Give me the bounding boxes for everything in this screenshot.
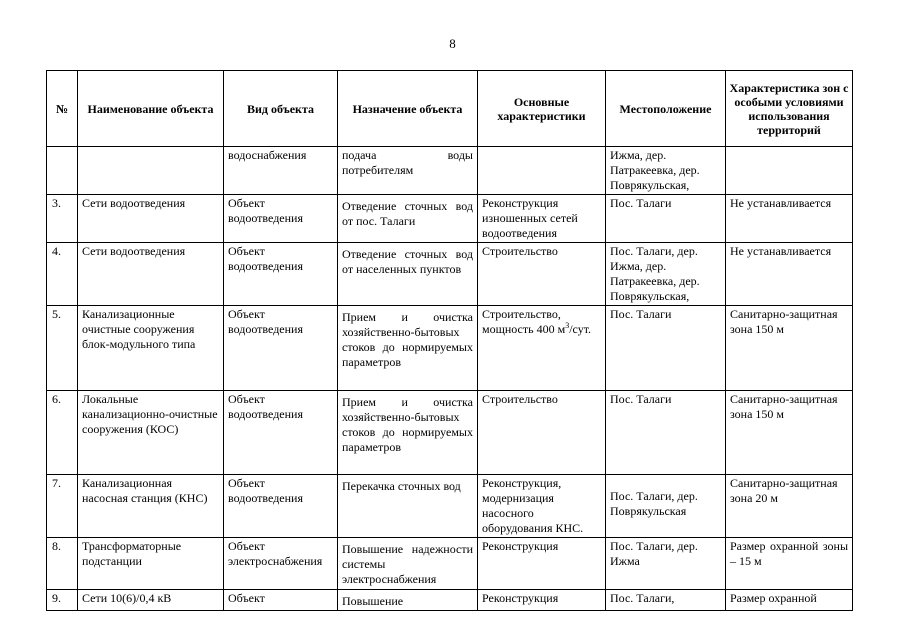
cell-zones: Санитарно-защитная зона 150 м xyxy=(726,391,853,475)
header-name: Наименование объекта xyxy=(78,71,224,147)
cell-characteristics: Реконструкция, модернизация насосного оборудования КНС. xyxy=(478,475,606,538)
cell-num: 7. xyxy=(47,475,78,538)
header-characteristics: Основные характеристики xyxy=(478,71,606,147)
cell-characteristics: Реконструкция xyxy=(478,538,606,590)
table-row xyxy=(47,391,853,475)
cell-num: 4. xyxy=(47,243,78,306)
cell-purpose: Отведение сточных вод от населенных пунктов xyxy=(338,243,478,306)
table-row xyxy=(47,590,853,611)
cell-zones xyxy=(726,147,853,195)
cell-name: Канализационные очистные сооружения блок-модульного типа xyxy=(78,306,224,391)
table-header-row xyxy=(47,71,853,147)
cell-zones: Не устанавливается xyxy=(726,195,853,243)
page-number: 8 xyxy=(449,36,456,51)
cell-purpose: Отведение сточных вод от пос. Талаги xyxy=(338,195,478,243)
cell-type: Объект электроснабжения xyxy=(224,538,338,590)
cell-type: Объект водоотведения xyxy=(224,243,338,306)
cell-purpose: Прием и очистка хозяйственно-бытовых стоков до нормируемых параметров xyxy=(338,391,478,475)
cell-type: Объект xyxy=(224,590,338,611)
table-row xyxy=(47,243,853,306)
objects-table xyxy=(46,70,853,611)
cell-num xyxy=(47,147,78,195)
cell-name: Трансформаторные подстанции xyxy=(78,538,224,590)
cell-purpose: подача воды потребителям xyxy=(338,147,478,195)
cell-purpose: Прием и очистка хозяйственно-бытовых стоков до нормируемых параметров xyxy=(338,306,478,391)
characteristics-unit: /сут. xyxy=(569,322,592,336)
cell-location: Пос. Талаги xyxy=(606,391,726,475)
cell-location: Пос. Талаги, дер. Ижма xyxy=(606,538,726,590)
cell-characteristics: Реконструкция xyxy=(478,590,606,611)
cell-location: Пос. Талаги, xyxy=(606,590,726,611)
cell-location: Ижма, дер. Патракеевка, дер. Поврякульская, xyxy=(606,147,726,195)
cell-name: Локальные канализационно-очистные сооружения (КОС) xyxy=(78,391,224,475)
cell-num: 9. xyxy=(47,590,78,611)
header-zones: Характеристика зон с особыми условиями использования территорий xyxy=(726,71,853,147)
header-location: Местоположение xyxy=(606,71,726,147)
table-row xyxy=(47,306,853,391)
superscript-exponent: 3 xyxy=(565,321,570,330)
cell-type: Объект водоотведения xyxy=(224,475,338,538)
cell-name xyxy=(78,147,224,195)
cell-name: Канализационная насосная станция (КНС) xyxy=(78,475,224,538)
cell-num: 3. xyxy=(47,195,78,243)
cell-zones: Размер охранной xyxy=(726,590,853,611)
cell-purpose: Повышение надежности системы электроснабжения xyxy=(338,538,478,590)
cell-zones: Не устанавливается xyxy=(726,243,853,306)
cell-name: Сети водоотведения xyxy=(78,195,224,243)
cell-zones: Санитарно-защитная зона 20 м xyxy=(726,475,853,538)
cell-type: водоснабжения xyxy=(224,147,338,195)
cell-type: Объект водоотведения xyxy=(224,391,338,475)
table-row xyxy=(47,538,853,590)
characteristics-text: Строительство, мощность 400 м xyxy=(482,307,566,336)
header-purpose: Назначение объекта xyxy=(338,71,478,147)
cell-num: 8. xyxy=(47,538,78,590)
header-type: Вид объекта xyxy=(224,71,338,147)
cell-type: Объект водоотведения xyxy=(224,195,338,243)
cell-type: Объект водоотведения xyxy=(224,306,338,391)
cell-characteristics xyxy=(478,306,606,391)
cell-characteristics xyxy=(478,147,606,195)
cell-name: Сети 10(6)/0,4 кВ xyxy=(78,590,224,611)
cell-name: Сети водоотведения xyxy=(78,243,224,306)
header-num: № xyxy=(47,71,78,147)
table-row xyxy=(47,147,853,195)
cell-num: 6. xyxy=(47,391,78,475)
cell-zones: Санитарно-защитная зона 150 м xyxy=(726,306,853,391)
table-row xyxy=(47,475,853,538)
cell-location: Пос. Талаги xyxy=(606,195,726,243)
cell-characteristics: Строительство xyxy=(478,243,606,306)
table-row xyxy=(47,195,853,243)
cell-purpose: Повышение xyxy=(338,590,478,611)
cell-location: Пос. Талаги, дер. Ижма, дер. Патракеевка, дер. Поврякульская, xyxy=(606,243,726,306)
cell-location: Пос. Талаги, дер. Поврякульская xyxy=(606,475,726,538)
cell-characteristics: Строительство xyxy=(478,391,606,475)
cell-location: Пос. Талаги xyxy=(606,306,726,391)
cell-num: 5. xyxy=(47,306,78,391)
cell-purpose: Перекачка сточных вод xyxy=(338,475,478,538)
cell-zones: Размер охранной зоны – 15 м xyxy=(726,538,853,590)
cell-characteristics: Реконструкция изношенных сетей водоотведения xyxy=(478,195,606,243)
